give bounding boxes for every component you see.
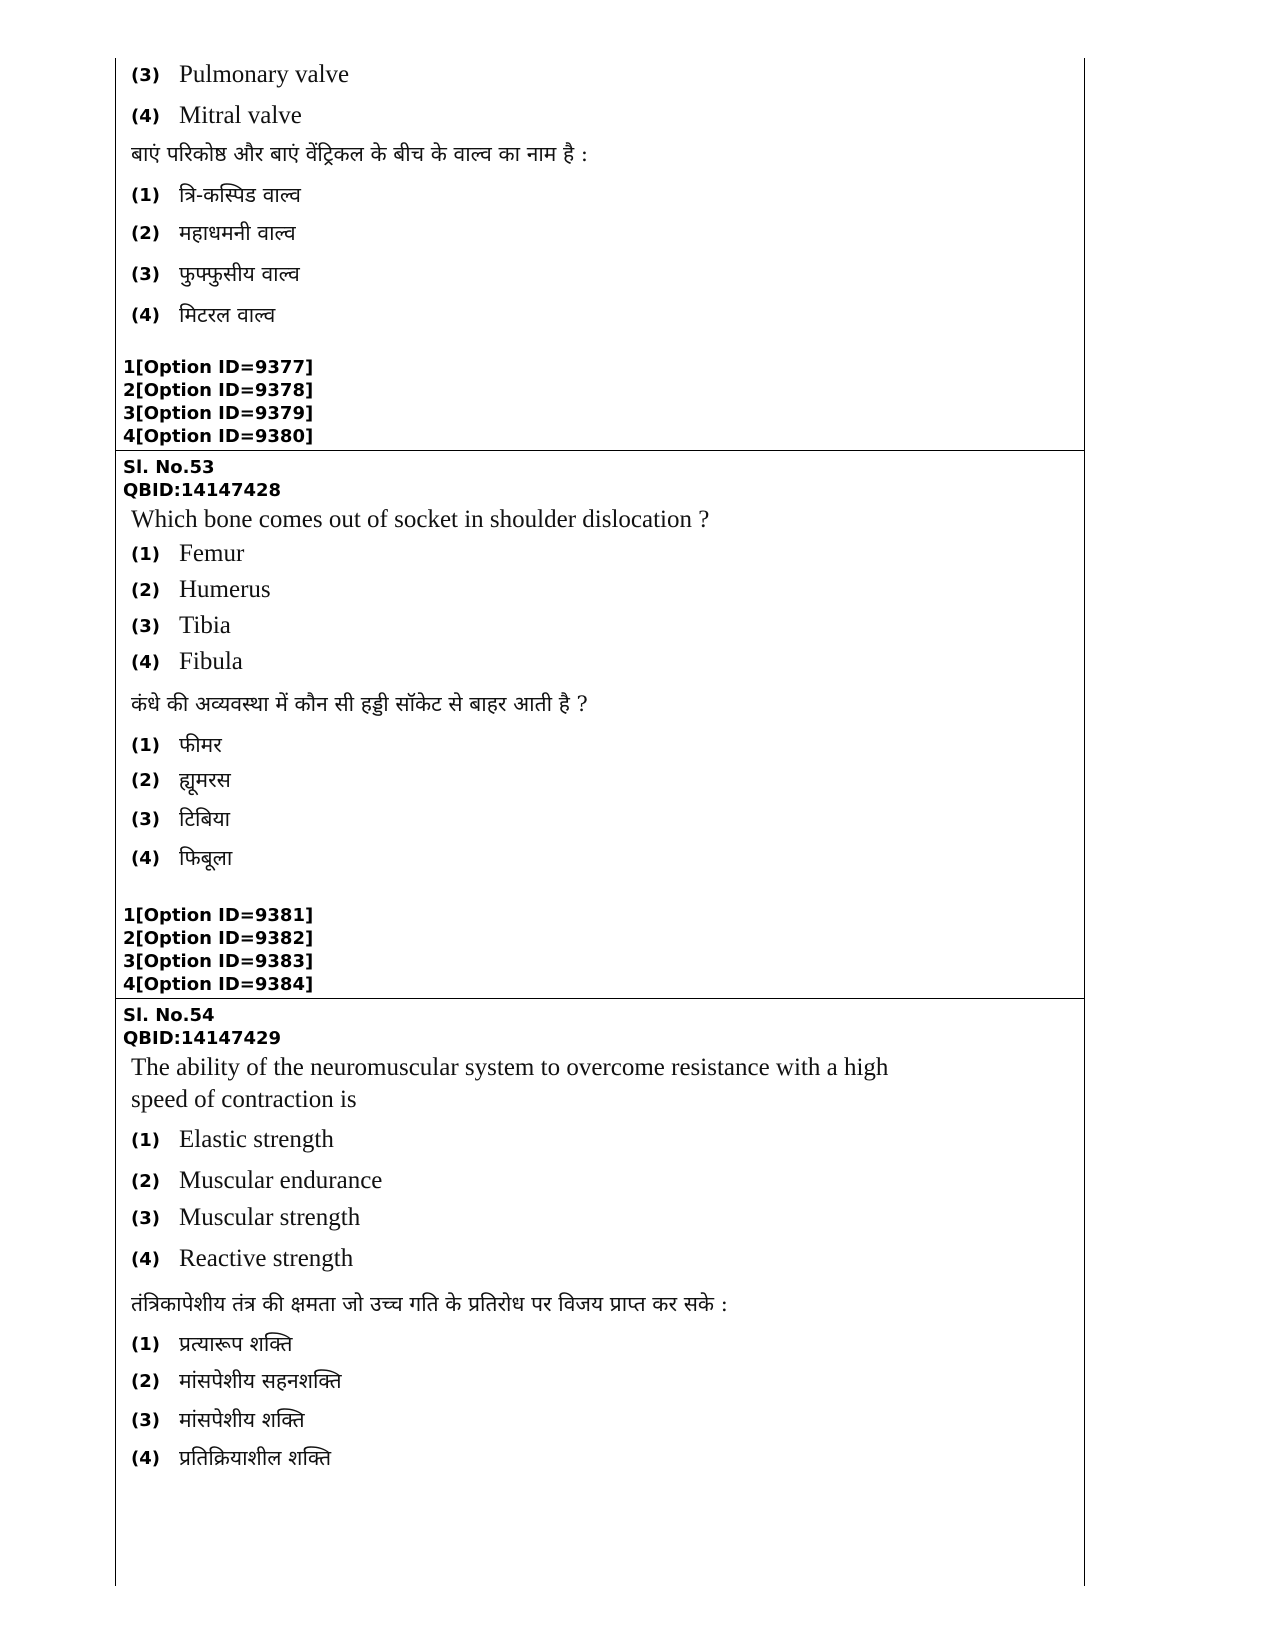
option-hi-3 <box>131 1403 305 1437</box>
row-divider <box>116 998 1084 999</box>
option-en-1 <box>131 1123 334 1157</box>
option-text: Reactive strength <box>179 1245 354 1272</box>
option-number: (2) <box>131 579 160 601</box>
option-number: (1) <box>131 734 160 756</box>
option-number: (4) <box>131 105 160 127</box>
option-number: (3) <box>131 615 160 637</box>
option-number: (3) <box>131 808 160 830</box>
option-text: त्रि-कस्पिड वाल्व <box>179 183 301 207</box>
option-en-2 <box>131 1164 382 1198</box>
question-text-english <box>131 1052 888 1116</box>
option-id-list <box>123 904 313 996</box>
option-id: 1[Option ID=9377] <box>123 357 314 378</box>
option-en-3 <box>131 609 231 643</box>
option-number: (2) <box>131 769 160 791</box>
question-line: speed of contraction is <box>131 1086 357 1113</box>
option-number: (2) <box>131 1370 160 1392</box>
option-text: Elastic strength <box>179 1126 334 1153</box>
option-hi-2 <box>131 763 231 797</box>
option-number: (1) <box>131 1333 160 1355</box>
option-text: Humerus <box>179 576 271 603</box>
option-text: फिबूला <box>179 846 233 870</box>
option-number: (1) <box>131 1129 160 1151</box>
option-text: फीमर <box>179 733 222 757</box>
option-id: 4[Option ID=9384] <box>123 974 314 995</box>
option-number: (1) <box>131 543 160 565</box>
option-text: Fibula <box>179 648 243 675</box>
option-en-3 <box>131 1201 360 1235</box>
option-text: प्रतिक्रियाशील शक्ति <box>179 1446 332 1470</box>
qbid: QBID:14147429 <box>123 1028 282 1049</box>
question-text-hindi: तंत्रिकापेशीय तंत्र की क्षमता जो उच्च गति के प्रतिरोध पर विजय प्राप्त कर सके : <box>131 1292 728 1316</box>
question-text-english: Which bone comes out of socket in shoulder dislocation ? <box>131 506 710 533</box>
option-en-4 <box>131 1242 353 1276</box>
question-text-hindi: बाएं परिकोष्ठ और बाएं वेंट्रिकल के बीच के वाल्व का नाम है : <box>131 142 588 166</box>
option-number: (4) <box>131 1248 160 1270</box>
option-text: महाधमनी वाल्व <box>179 221 296 245</box>
option-id: 3[Option ID=9383] <box>123 951 314 972</box>
option-en-2 <box>131 573 271 607</box>
option-id: 2[Option ID=9378] <box>123 380 314 401</box>
option-number: (3) <box>131 1409 160 1431</box>
option-number: (2) <box>131 1170 160 1192</box>
option-hi-2 <box>131 216 296 250</box>
option-number: (4) <box>131 304 160 326</box>
option-text: Pulmonary valve <box>179 61 350 88</box>
option-hi-1 <box>131 1327 293 1361</box>
option-en-1 <box>131 537 244 571</box>
option-text: Muscular endurance <box>179 1167 383 1194</box>
option-hi-3 <box>131 802 230 836</box>
option-hi-3 <box>131 257 300 291</box>
option-text: मांसपेशीय शक्ति <box>179 1408 305 1432</box>
option-text: Femur <box>179 540 245 567</box>
option-text: Muscular strength <box>179 1204 361 1231</box>
option-hi-1 <box>131 178 301 212</box>
option-hi-4 <box>131 1441 331 1475</box>
option-id: 3[Option ID=9379] <box>123 403 314 424</box>
option-number: (2) <box>131 222 160 244</box>
option-en-4 <box>131 645 243 679</box>
option-id: 4[Option ID=9380] <box>123 426 314 447</box>
option-number: (3) <box>131 1207 160 1229</box>
option-number: (3) <box>131 263 160 285</box>
option-text: मांसपेशीय सहनशक्ति <box>179 1369 342 1393</box>
serial-number: Sl. No.54 <box>123 1005 215 1026</box>
serial-number: Sl. No.53 <box>123 457 215 478</box>
option-text: टिबिया <box>179 807 231 831</box>
option-text: Tibia <box>179 612 231 639</box>
option-id-list <box>123 356 313 448</box>
option-id: 2[Option ID=9382] <box>123 928 314 949</box>
option-text: फुफ्फुसीय वाल्व <box>179 262 300 286</box>
option-hi-4 <box>131 841 232 875</box>
option-number: (4) <box>131 651 160 673</box>
option-number: (1) <box>131 184 160 206</box>
qbid: QBID:14147428 <box>123 480 282 501</box>
question-line: The ability of the neuromuscular system to overcome resistance with a high <box>131 1054 889 1081</box>
option-hi-4 <box>131 298 275 332</box>
option-en-4 <box>131 99 302 133</box>
option-number: (3) <box>131 64 160 86</box>
option-text: ह्यूमरस <box>179 768 231 792</box>
option-en-3 <box>131 58 349 92</box>
option-text: मिटरल वाल्व <box>179 303 276 327</box>
option-text: प्रत्यारूप शक्ति <box>179 1332 293 1356</box>
option-number: (4) <box>131 1447 160 1469</box>
question-table <box>115 58 1085 1586</box>
option-number: (4) <box>131 847 160 869</box>
row-divider <box>116 450 1084 451</box>
question-text-hindi: कंधे की अव्यवस्था में कौन सी हड्डी सॉकेट से बाहर आती है ? <box>131 692 588 716</box>
option-hi-1 <box>131 728 222 762</box>
option-hi-2 <box>131 1364 342 1398</box>
option-id: 1[Option ID=9381] <box>123 905 314 926</box>
option-text: Mitral valve <box>179 102 302 129</box>
